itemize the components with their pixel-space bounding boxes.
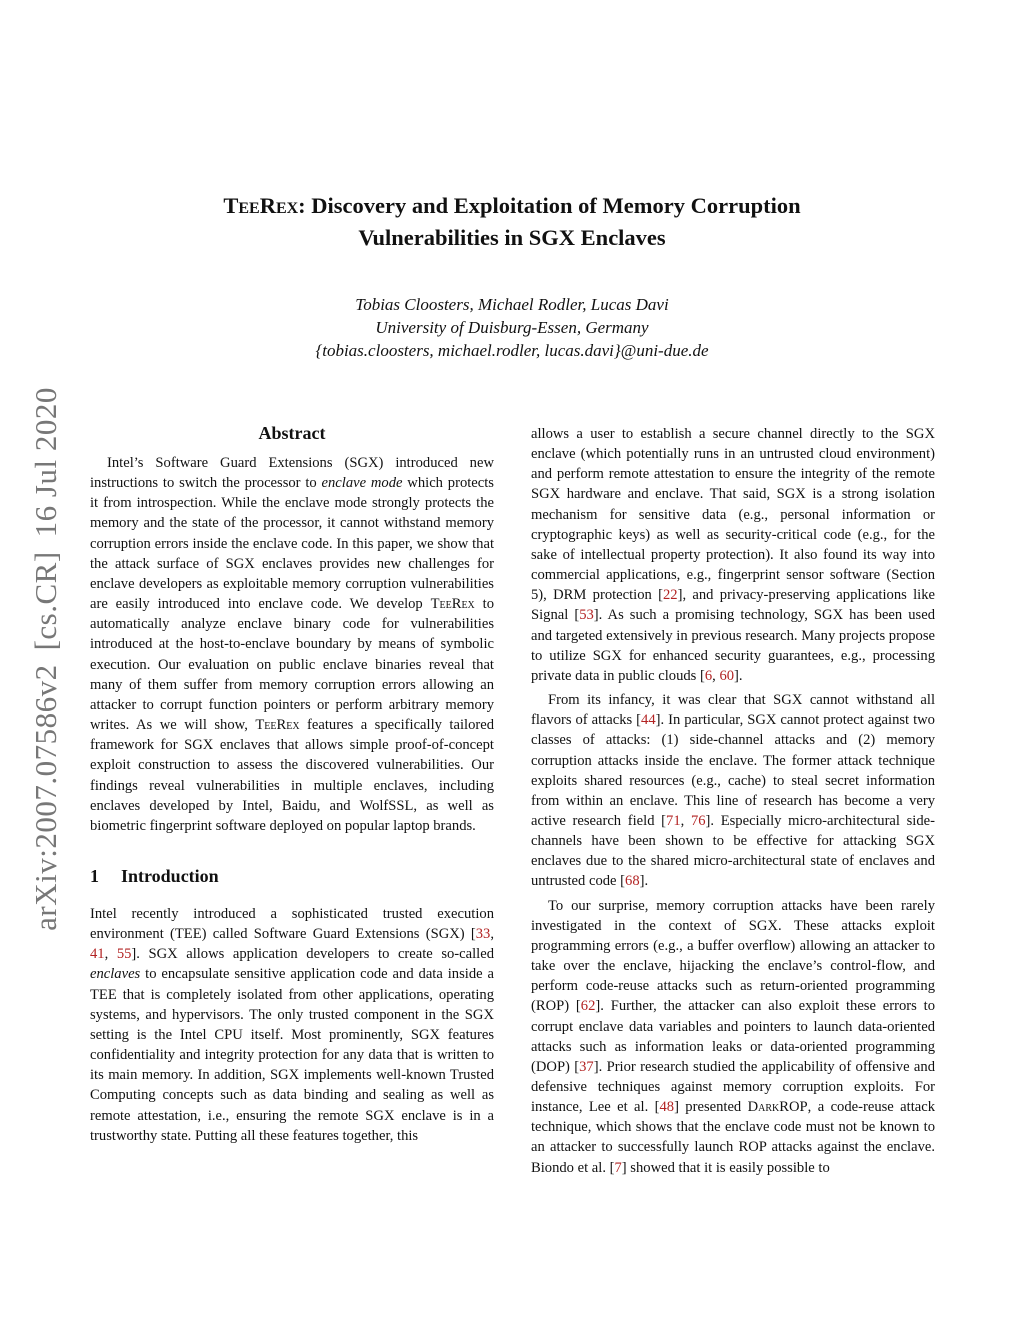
abstract-paragraph: Intel’s Software Guard Extensions (SGX) introduced new instructions to switch the processor to enclave mode which protects it from introspection. While the enclave mode strongly protects the memory and the state of the processor, it cannot withstand memory corruption errors inside the enclave code. In this paper, we show that the attack surface of SGX enclaves provides new challenges for enclave developers as exploitable memory corruption vulnerabilities are easily introduced into enclave code. We develop TeeRex to automatically analyze enclave binary code for vulnerabilities introduced at the host-to-enclave boundary by means of symbolic execution. Our evaluation on public enclave binaries reveal that many of them suffer from memory corruption errors allowing an attacker to corrupt function pointers or perform arbitrary memory writes. As we will show, TeeRex features a specifically tailored framework for SGX enclaves that allows simple proof-of-concept exploit construction to assess the discovered vulnerabilities. Our findings reveal vulnerabilities in multiple enclaves, including enclaves developed by Intel, Baidu, and WolfSSL, as well as biometric fingerprint software deployed on popular laptop brands. <box>90 455 494 834</box>
citation-link[interactable]: 22 <box>663 587 678 604</box>
abstract-heading: Abstract <box>258 423 326 443</box>
arxiv-id: arXiv:2007.07586v2 <box>28 664 63 931</box>
intro-paragraph-1: Intel recently introduced a sophisticated trusted execution environment (TEE) called Software Guard Extensions (SGX) [33, 41, 55]. SGX allows application developers to create so-called enclaves to encapsulate sensitive application code and data inside a TEE that is completely isolated from other applications, operating systems, and hypervisors. The only trusted component in the SGX setting is the Intel CPU itself. Most prominently, SGX features confidentiality and integrity protection for any data that is written to its main memory. In addition, SGX implements well-known Trusted Computing concepts such as data binding and sealing as well as remote attestation, i.e., ensuring the remote SGX enclave is in a trustworthy state. Putting all these features together, this <box>90 905 495 1144</box>
citation-link[interactable]: 53 <box>579 607 594 624</box>
arxiv-category: [cs.CR] <box>28 551 63 651</box>
citation-link[interactable]: 7 <box>614 1159 622 1176</box>
author-emails: {tobias.cloosters, michael.rodler, lucas.davi}@uni-due.de <box>315 341 709 360</box>
paper-title: TeeRex: Discovery and Exploitation of Memory Corruption Vulnerabilities in SGX Enclaves <box>223 193 801 250</box>
author-affiliation: University of Duisburg-Essen, Germany <box>375 318 649 337</box>
introduction-heading: 1 Introduction <box>90 865 219 886</box>
author-names: Tobias Cloosters, Michael Rodler, Lucas Davi <box>355 295 669 314</box>
intro-paragraph-2: From its infancy, it was clear that SGX cannot withstand all flavors of attacks [44]. In particular, SGX cannot protect against two classes of attacks: (1) side-channel attacks and (2) memory corruption attacks inside the enclave. The former attack technique exploits shared resources (e.g., cache) to steal secret information from within an enclave. This line of research has become a very active research field [71, 76]. Especially micro-architectural side-channels have been shown to be effective for attacking SGX enclaves due to the shared micro-architectural state of enclaves and untrusted code [68]. <box>531 692 935 890</box>
right-column <box>531 424 935 1178</box>
arxiv-date: 16 Jul 2020 <box>28 387 63 538</box>
citation-link[interactable]: 33 <box>475 926 491 943</box>
citation-link[interactable]: 62 <box>580 998 596 1015</box>
citation-link[interactable]: 37 <box>579 1058 594 1075</box>
system-name: TeeRex <box>223 193 299 218</box>
arxiv-identifier-stamp <box>28 373 64 931</box>
citation-link[interactable]: 55 <box>116 946 132 963</box>
citation-link[interactable]: 76 <box>690 812 706 829</box>
citation-link[interactable]: 44 <box>641 712 656 729</box>
intro-paragraph-continued: allows a user to establish a secure channel directly to the SGX enclave (which potentially runs in an untrusted cloud environment) and perform remote attestation to ensure the integrity of the remote SGX hardware and enclave. That said, SGX is a strong isolation mechanism for sensitive data (e.g., personal information or cryptographic keys) as well as security-critical code (e.g., for the sake of intellectual property protection). It also found its way into commercial applications, e.g., fingerprint sensor software (Section 5), DRM protection [22], and privacy-preserving applications like Signal [53]. As such a promising technology, SGX has been used and targeted extensively in previous research. Many projects propose to utilize SGX for enhanced security guarantees, e.g., processing private data in public clouds [6, 60]. <box>531 426 935 684</box>
citation-link[interactable]: 71 <box>666 812 681 829</box>
left-column <box>90 421 494 1146</box>
intro-paragraph-3: To our surprise, memory corruption attacks have been rarely investigated in the context of SGX. These attacks exploit programming errors (e.g., a buffer overflow) allowing an attacker to take over the enclave, hijacking the enclave’s control-flow, and perform code-reuse attacks such as return-oriented programming (ROP) [62]. Further, the attacker can also exploit these errors to corrupt enclave data variables and pointers to launch data-oriented attacks such as information leaks or data-oriented programming (DOP) [37]. Prior research studied the applicability of offensive and defensive techniques against memory corruption exploits. For instance, Lee et al. [48] presented DarkROP, a code-reuse attack technique, which shows that the enclave code must not be known to an attacker to successfully launch ROP attacks against the enclave. Biondo et al. [7] showed that it is easily possible to <box>531 897 936 1176</box>
author-block <box>150 293 874 362</box>
citation-link[interactable]: 48 <box>659 1099 675 1116</box>
citation-link[interactable]: 41 <box>90 946 105 963</box>
citation-link[interactable]: 68 <box>625 873 640 890</box>
citation-link[interactable]: 60 <box>719 667 735 684</box>
citation-link[interactable]: 6 <box>704 667 713 684</box>
